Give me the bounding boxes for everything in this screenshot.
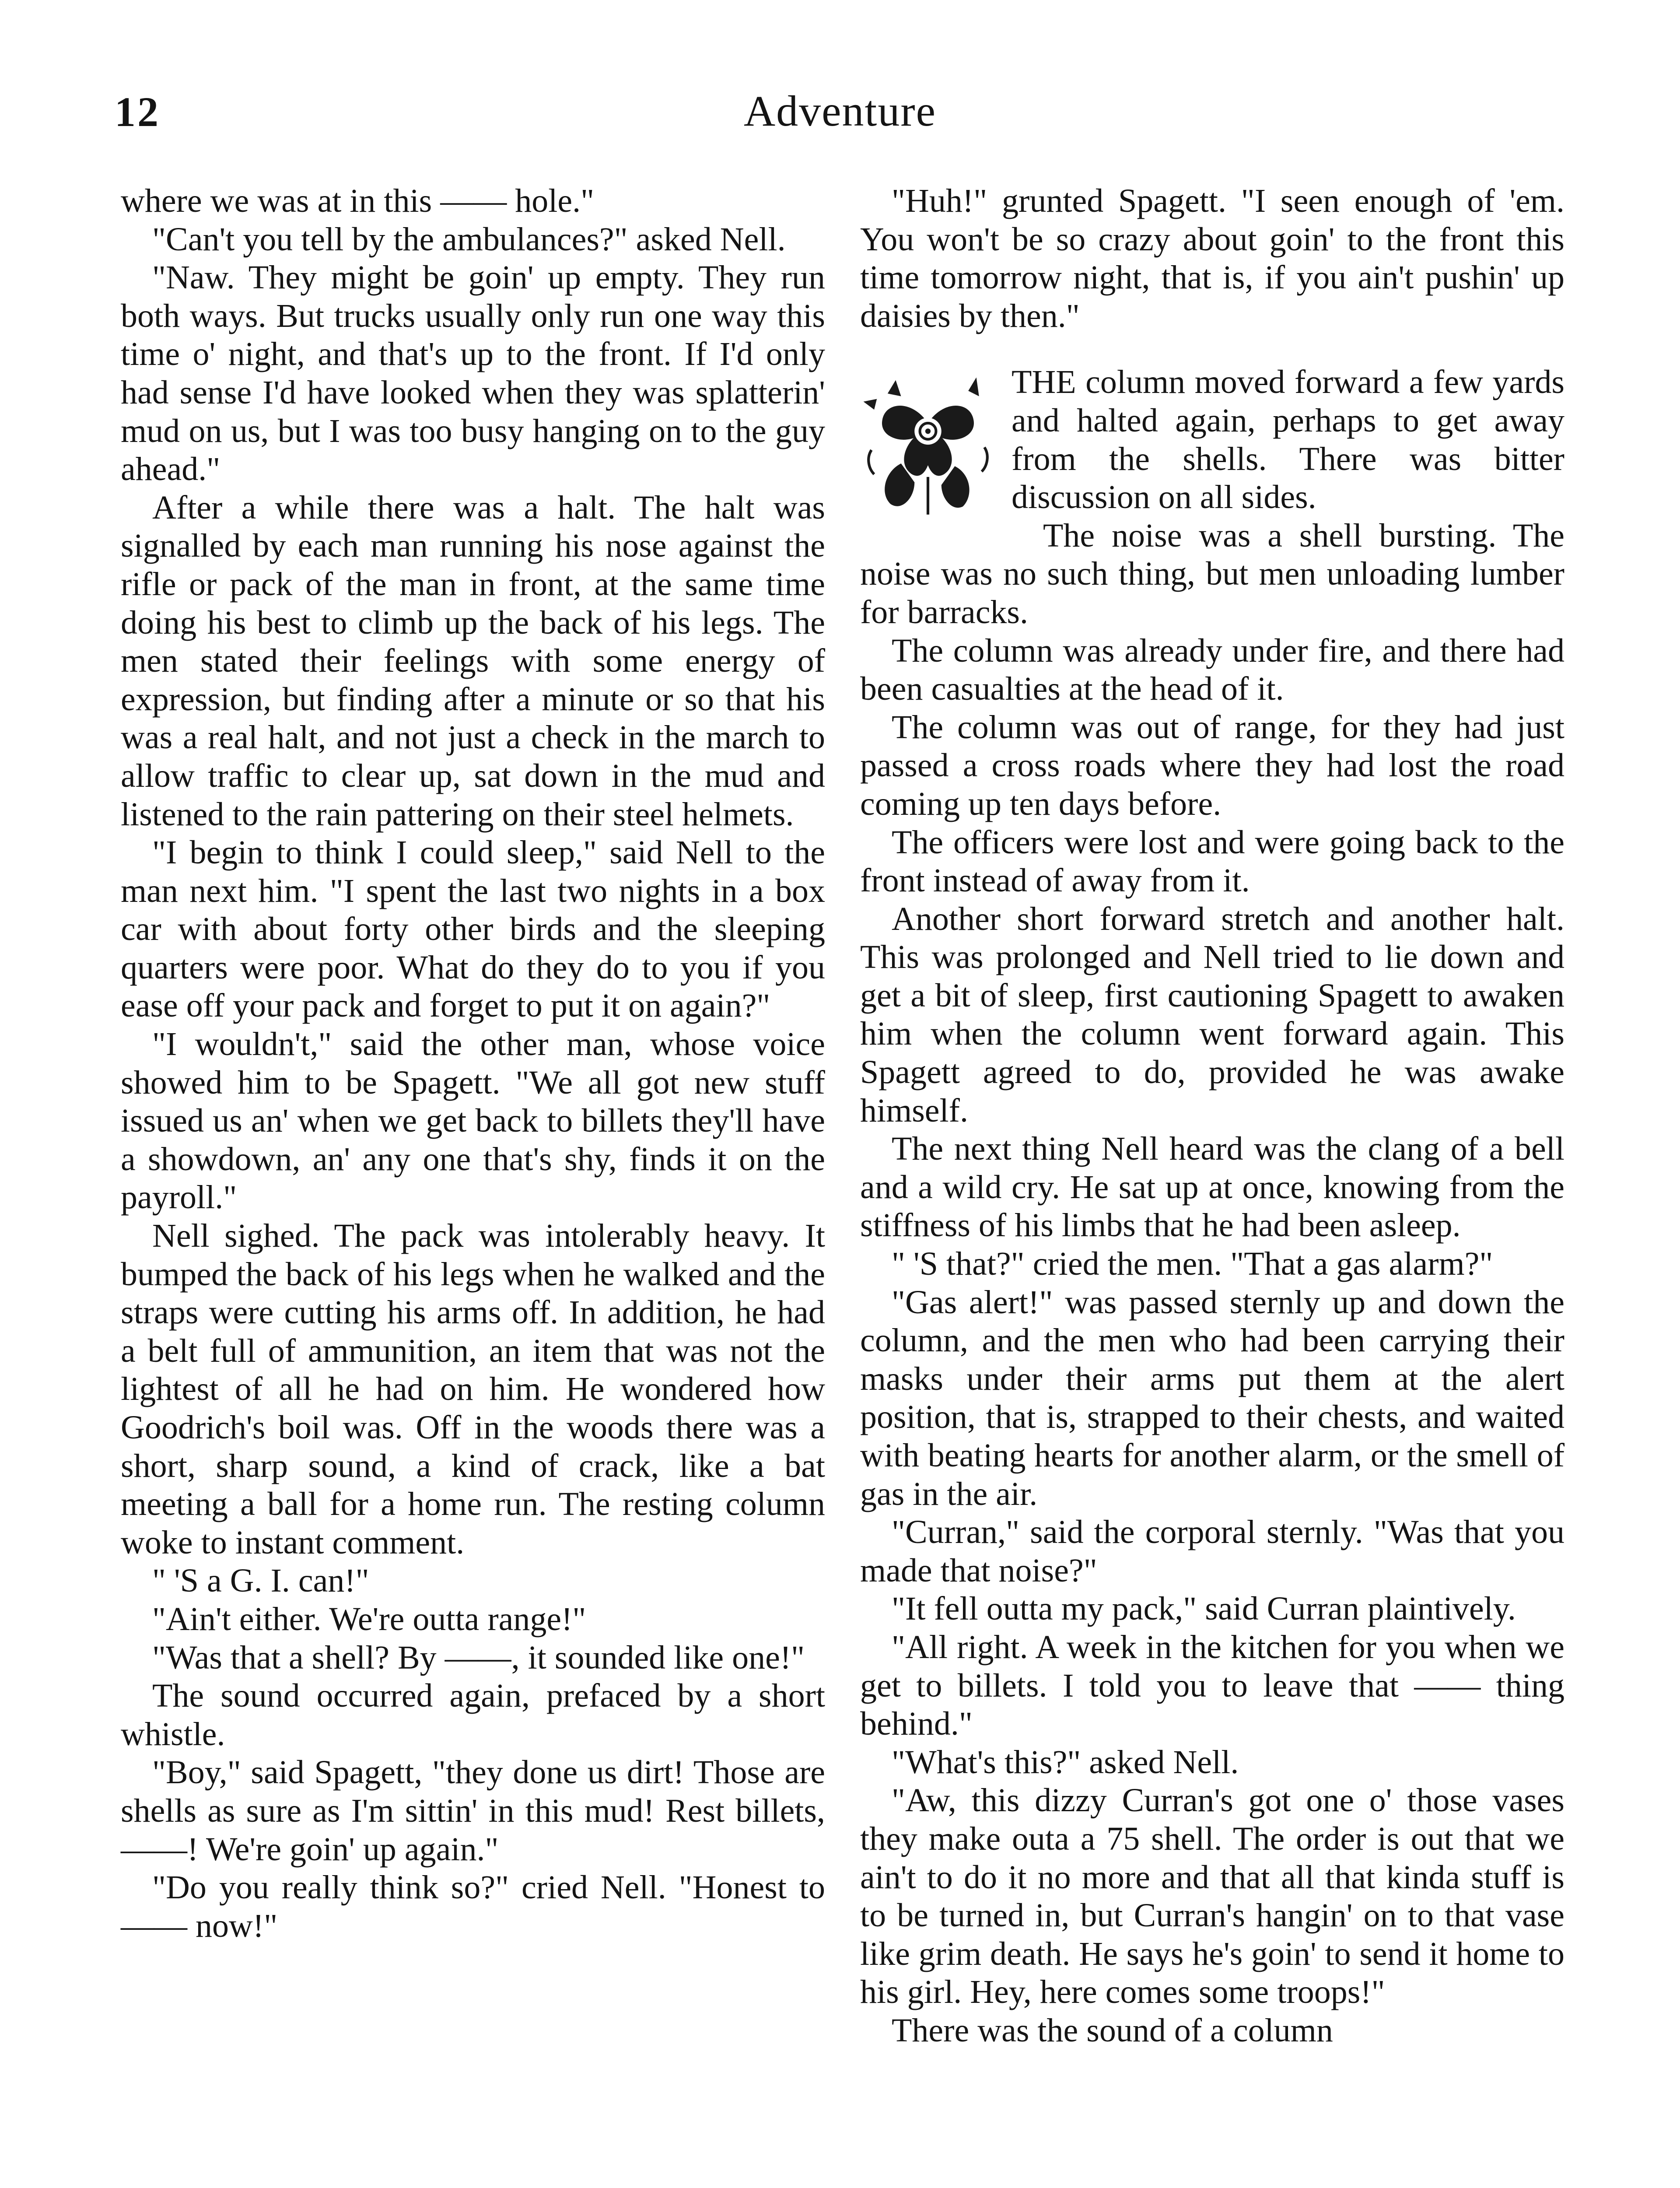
left-column [121, 182, 825, 1945]
paragraph: " 'S that?" cried the men. "That a gas alarm?" [892, 1245, 1493, 1283]
paragraph: where we was at in this —— hole." [121, 182, 595, 219]
paragraph: "Naw. They might be goin' up empty. They run both ways. But trucks usually only run one way this time o' night, and that's up to the front. If I'd only had sense I'd have looked when they was splatterin' mud on us, but I was too busy hanging on to the guy ahead." [121, 259, 825, 488]
paragraph: Another short forward stretch and another halt. This was prolonged and Nell tried to lie down and get a bit of sleep, first cautioning Spagett to awaken him when the column went forward again. This Spagett agreed to do, provided he was awake himself. [860, 900, 1564, 1129]
paragraph: "Aw, this dizzy Curran's got one o' those vases they make outa a 75 shell. The order is out that we ain't to do it no more and that all that kinda stuff is to be turned in, but Curran's hangin' on to that vase like grim death. He says he's goin' to send it home to his girl. Hey, here comes some troops!" [860, 1782, 1564, 2011]
section-opening [860, 363, 1564, 516]
paragraph: "I begin to think I could sleep," said Nell to the man next him. "I spent the last two nights in a box car with about forty other birds and the sleeping quarters were poor. What do they do to you if you ease off your pack and forget to put it on again?" [121, 834, 825, 1024]
paragraph: " 'S a G. I. can!" [152, 1562, 369, 1599]
paragraph: "It fell outta my pack," said Curran plaintively. [892, 1590, 1516, 1627]
paragraph: "Ain't either. We're outta range!" [152, 1600, 586, 1637]
paragraph: "I wouldn't," said the other man, whose voice showed him to be Spagett. "We all got new stuff issued us an' when we get back to billets they'll have a showdown, an' any one that's shy, finds it on the payroll." [121, 1026, 825, 1216]
paragraph: The column was already under fire, and there had been casualties at the head of it. [860, 632, 1564, 708]
paragraph: Nell sighed. The pack was intolerably heavy. It bumped the back of his legs when he walked and the straps were cutting his arms off. In addition, he had a belt full of ammunition, an item that was not the lightest of all he had on him. He wondered how Goodrich's boil was. Off in the woods there was a short, sharp sound, a kind of crack, like a bat meeting a ball for a home run. The resting column woke to instant comment. [121, 1217, 825, 1561]
paragraph: "Curran," said the corporal sternly. "Was that you made that noise?" [860, 1514, 1564, 1589]
section-lead-word: THE [1012, 364, 1076, 401]
paragraph: The noise was a shell bursting. The noise was no such thing, but men unloading lumber for barracks. [860, 517, 1564, 631]
paragraph: "Gas alert!" was passed sternly up and down the column, and the men who had been carrying their masks under their arms put them at the alert position, that is, strapped to their chests, and waited with beating hearts for another alarm, or the smell of gas in the air. [860, 1283, 1564, 1512]
paragraph: "Huh!" grunted Spagett. "I seen enough of 'em. You won't be so crazy about goin' to the front this time tomorrow night, that is, if you ain't pushin' up daisies by then." [860, 182, 1564, 334]
paragraph: "Boy," said Spagett, "they done us dirt! Those are shells as sure as I'm sittin' in this mud! Rest billets, ——! We're goin' up again." [121, 1754, 825, 1868]
paragraph: "What's this?" asked Nell. [892, 1743, 1239, 1781]
paragraph: The officers were lost and were going back to the front instead of away from it. [860, 824, 1564, 899]
paragraph: The sound occurred again, prefaced by a short whistle. [121, 1677, 825, 1753]
page-number: 12 [115, 88, 160, 135]
paragraph: After a while there was a halt. The halt was signalled by each man running his nose against the rifle or pack of the man in front, at the same time doing his best to climb up the back of his legs. The men stated their feelings with some energy of expression, but finding after a minute or so that his was a real halt, and not just a check in the march to allow traffic to clear up, sat down in the mud and listened to the rain pattering on their steel helmets. [121, 489, 825, 833]
paragraph: "Can't you tell by the ambulances?" asked Nell. [152, 221, 786, 258]
paragraph: "Do you really think so?" cried Nell. "Honest to —— now!" [121, 1869, 825, 1944]
flower-ornament-icon [860, 369, 996, 517]
running-head: Adventure [743, 87, 937, 135]
paragraph: "Was that a shell? By ——, it sounded like one!" [152, 1639, 805, 1676]
paragraph: "All right. A week in the kitchen for you when we get to billets. I told you to leave that —— thing behind." [860, 1628, 1564, 1743]
section-first-paragraph: column moved forward a few yards and halted again, perhaps to get away from the shells. There was bitter discussion on all sides. [1012, 364, 1564, 516]
paragraph: There was the sound of a column [892, 2012, 1333, 2049]
right-column [860, 182, 1564, 2050]
paragraph: The column was out of range, for they had just passed a cross roads where they had lost the road coming up ten days before. [860, 708, 1564, 822]
paragraph: The next thing Nell heard was the clang of a bell and a wild cry. He sat up at once, knowing from the stiffness of his limbs that he had been asleep. [860, 1130, 1564, 1244]
